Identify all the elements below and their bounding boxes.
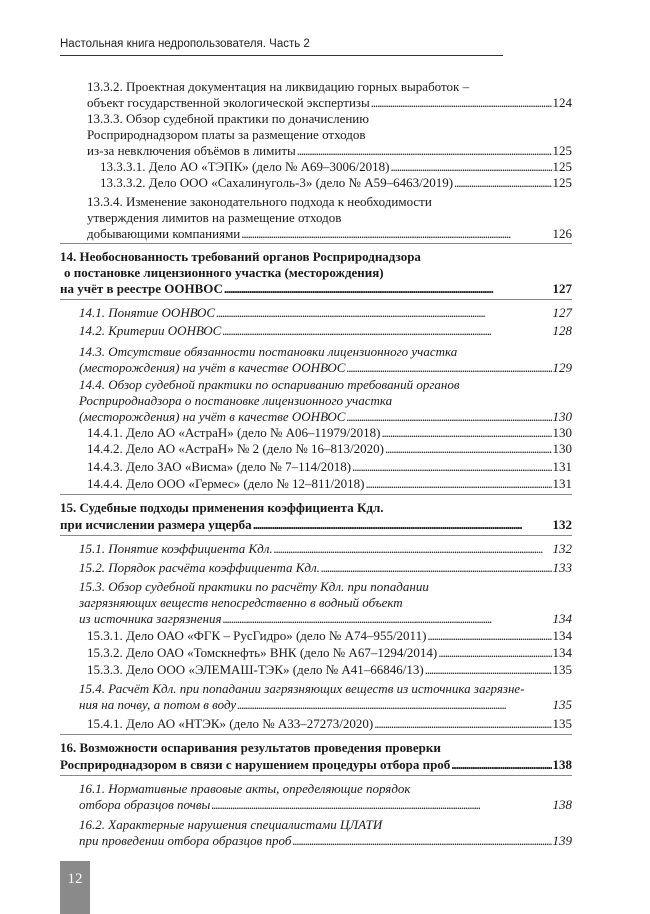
toc-line[interactable]: 14.4.1. Дело АО «АстраН» (дело № А06–11979/2018) . . . 130 xyxy=(87,425,572,441)
toc-line[interactable]: 15.3.2. Дело ОАО «Томскнефть» ВНК (дело № А67–1294/2014) . . . 134 xyxy=(87,645,572,661)
toc-line[interactable]: 15.3.1. Дело ОАО «ФГК – РусГидро» (дело № А74–955/2011) . . . 134 xyxy=(87,628,572,644)
toc-line[interactable]: 15.3. Обзор судебной практики по расчёту Кдл. при попадании xyxy=(79,579,429,594)
toc-line[interactable]: 13.3.2. Проектная документация на ликвидацию горных выработок – xyxy=(87,79,470,94)
toc-section-heading[interactable]: при исчислении размера ущерба . . . 132 xyxy=(60,517,572,533)
toc-line[interactable]: (месторождения) на учёт в качестве ООНВОС . . . 129 xyxy=(79,360,572,376)
toc-line[interactable]: 14.2. Критерии ООНВОС . . . 128 xyxy=(79,323,572,339)
toc-line[interactable]: 15.4.1. Дело АО «НТЭК» (дело № А33–27273/2020) . . . 135 xyxy=(87,716,572,732)
toc-line[interactable]: 16.2. Характерные нарушения специалистами ЦЛАТИ xyxy=(79,817,383,832)
toc-line[interactable]: 16.1. Нормативные правовые акты, определяющие порядок xyxy=(79,781,411,796)
toc-line[interactable]: объект государственной экологической экспертизы . . . 124 xyxy=(87,95,572,111)
toc-line[interactable]: добывающими компаниями . . . 126 xyxy=(87,226,572,242)
section-separator xyxy=(60,299,572,300)
toc-line[interactable]: 14.4. Обзор судебной практики по оспариванию требований органов xyxy=(79,377,460,392)
toc-line[interactable]: отбора образцов почвы . . . 138 xyxy=(79,797,572,813)
toc-line[interactable]: 15.2. Порядок расчёта коэффициента Кдл. . . . 133 xyxy=(79,560,572,576)
toc-line[interactable]: 14.3. Отсутствие обязанности постановки лицензионного участка xyxy=(79,344,458,359)
toc-line[interactable]: загрязняющих веществ непосредственно в водный объект xyxy=(79,595,403,610)
toc-line[interactable]: из источника загрязнения . . . 134 xyxy=(79,611,572,627)
section-separator xyxy=(60,243,572,244)
page-number: 12 xyxy=(60,861,90,914)
toc-line[interactable]: 14.4.2. Дело АО «АстраН» № 2 (дело № 16–813/2020) . . . 130 xyxy=(87,441,572,457)
toc-line[interactable]: при проведении отбора образцов проб . . . 139 xyxy=(79,833,572,849)
toc-line[interactable]: 13.3.3. Обзор судебной практики по доначислению xyxy=(87,111,369,126)
toc-line[interactable]: (месторождения) на учёт в качестве ООНВОС . . . 130 xyxy=(79,409,572,425)
section-separator xyxy=(60,775,572,776)
running-title: Настольная книга недропользователя. Часть 2 xyxy=(60,38,310,50)
toc-line[interactable]: 15.4. Расчёт Кдл. при попадании загрязняющих веществ из источника загрязне- xyxy=(79,681,525,696)
section-separator xyxy=(60,734,572,735)
toc-section-heading[interactable]: 16. Возможности оспаривания результатов проведения проверки xyxy=(60,740,441,755)
toc-line[interactable]: Росприроднадзором платы за размещение отходов xyxy=(87,127,366,142)
toc-line[interactable]: 14.1. Понятие ООНВОС . . . 127 xyxy=(79,305,572,321)
toc-section-heading[interactable]: на учёт в реестре ООНВОС . . . 127 xyxy=(60,281,572,297)
toc-line[interactable]: ния на почву, а потом в воду . . . 135 xyxy=(79,697,572,713)
section-separator xyxy=(60,535,572,536)
toc-line[interactable]: 13.3.3.2. Дело ООО «Сахалинуголь-3» (дело № А59–6463/2019) . . . 125 xyxy=(100,175,572,191)
toc-line[interactable]: утверждения лимитов на размещение отходов xyxy=(87,210,342,225)
toc-line[interactable]: 13.3.4. Изменение законодательного подхода к необходимости xyxy=(87,194,432,209)
toc-line[interactable]: 15.3.3. Дело ООО «ЭЛЕМАШ-ТЭК» (дело № А41–66846/13) . . . 135 xyxy=(87,662,572,678)
toc-section-heading[interactable]: Росприроднадзором в связи с нарушением процедуры отбора проб . . . 138 xyxy=(60,757,572,773)
section-separator xyxy=(60,494,572,495)
toc-line[interactable]: из-за невключения объёмов в лимиты . . . 125 xyxy=(87,143,572,159)
toc-line[interactable]: Росприроднадзора о постановке лицензионного участка xyxy=(79,393,393,408)
toc-line[interactable]: 14.4.4. Дело ООО «Гермес» (дело № 12–811/2018) . . . 131 xyxy=(87,476,572,492)
toc-section-heading[interactable]: о постановке лицензионного участка (месторождения) xyxy=(64,265,384,280)
toc-section-heading[interactable]: 14. Необоснованность требований органов Росприроднадзора xyxy=(60,249,421,264)
toc-line[interactable]: 15.1. Понятие коэффициента Кдл. . . . 132 xyxy=(79,541,572,557)
toc-line[interactable]: 14.4.3. Дело ЗАО «Висма» (дело № 7–114/2018) . . . 131 xyxy=(87,459,572,475)
toc-section-heading[interactable]: 15. Судебные подходы применения коэффициента Кдл. xyxy=(60,500,384,515)
toc-line[interactable]: 13.3.3.1. Дело АО «ТЭПК» (дело № А69–3006/2018) . . . 125 xyxy=(100,159,572,175)
